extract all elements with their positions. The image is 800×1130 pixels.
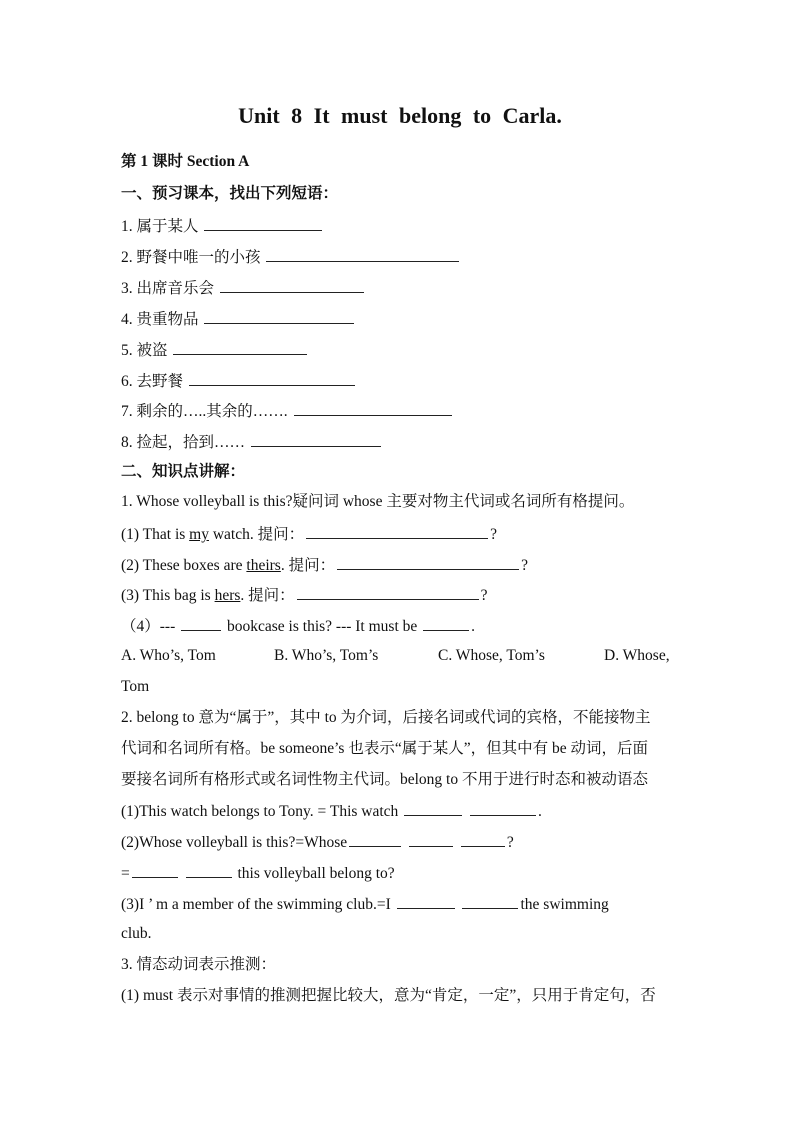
option-d-continued: Tom [121, 678, 150, 695]
knowledge-point-1: 1. Whose volleyball is this?疑问词 whose 主要对物主代词或名词所有格提问。 [121, 493, 635, 510]
answer-blank[interactable] [132, 862, 178, 878]
answer-blank[interactable] [251, 431, 381, 447]
question-text: . 提问： [240, 587, 295, 604]
answer-blank[interactable] [409, 831, 453, 847]
phrase-item [121, 277, 681, 299]
question-text: (2) These boxes are [121, 557, 247, 574]
answer-blank[interactable] [181, 615, 221, 631]
underlined-word: my [189, 526, 209, 543]
part2-heading: 二、知识点讲解： [121, 463, 246, 480]
knowledge-point-2-line3: 要接名词所有格形式或名词性物主代词。belong to 不用于进行时态和被动语态 [121, 771, 648, 788]
phrase-label: 1. 属于某人 [121, 218, 199, 235]
option-d[interactable]: D. Whose, [604, 647, 670, 664]
question-mark: ? [506, 834, 514, 851]
phrase-item [121, 339, 681, 361]
page-title: Unit 8 It must belong to Carla. [238, 103, 562, 128]
knowledge-point-2-line2: 代词和名词所有格。be someone’s 也表示“属于某人”，但其中有 be 动词，后面 [121, 740, 648, 757]
question-text: (1) That is [121, 526, 190, 543]
question-text: bookcase is this? --- It must be [227, 618, 418, 635]
exercise-text: this volleyball belong to? [237, 865, 395, 882]
answer-blank[interactable] [397, 893, 455, 909]
answer-blank[interactable] [337, 554, 519, 570]
answer-blank[interactable] [204, 308, 354, 324]
question-line [121, 584, 681, 606]
answer-blank[interactable] [306, 523, 488, 539]
question-line [121, 523, 681, 545]
question-text: . 提问： [280, 557, 336, 574]
phrase-label: 8. 捡起，拾到…… [121, 434, 246, 451]
answer-blank[interactable] [173, 339, 307, 355]
phrase-item [121, 400, 681, 422]
knowledge-point-3: 3. 情态动词表示推测： [121, 956, 277, 973]
option-b[interactable]: B. Who’s, Tom’s [274, 647, 379, 664]
phrase-label: 4. 贵重物品 [121, 311, 199, 328]
exercise-text: = [121, 865, 130, 882]
question-text: （4）--- [121, 618, 176, 635]
phrase-item [121, 246, 681, 268]
option-a[interactable]: A. Who’s, Tom [121, 647, 216, 664]
phrase-item [121, 308, 681, 330]
phrase-item [121, 431, 681, 453]
lesson-label: 第 1 课时 Section A [121, 153, 250, 170]
exercise-text: (3)I ’ m a member of the swimming club.=I [121, 896, 391, 913]
phrase-item [121, 370, 681, 392]
answer-blank[interactable] [186, 862, 232, 878]
part1-heading: 一、预习课本，找出下列短语： [121, 185, 339, 202]
answer-blank[interactable] [204, 215, 322, 231]
knowledge-point-2-line1: 2. belong to 意为“属于”，其中 to 为介词，后接名词或代词的宾格，不能接物主 [121, 709, 651, 726]
answer-blank[interactable] [294, 400, 452, 416]
answer-blank[interactable] [404, 800, 462, 816]
exercise-text: (1)This watch belongs to Tony. = This watch [121, 803, 399, 820]
exercise-text: the swimming [520, 896, 609, 913]
answer-blank[interactable] [220, 277, 364, 293]
exercise-line [121, 800, 681, 822]
option-c[interactable]: C. Whose, Tom’s [438, 647, 545, 664]
period: . [471, 618, 476, 635]
answer-blank[interactable] [189, 370, 355, 386]
answer-blank[interactable] [461, 831, 505, 847]
knowledge-point-3-line1: (1) must 表示对事情的推测把握比较大，意为“肯定，一定”，只用于肯定句，否 [121, 987, 656, 1004]
question-line [121, 615, 681, 637]
answer-blank[interactable] [470, 800, 536, 816]
underlined-word: hers [214, 587, 241, 604]
phrase-label: 6. 去野餐 [121, 373, 184, 390]
question-text: watch. 提问： [208, 526, 305, 543]
phrase-label: 7. 剩余的…..其余的……. [121, 403, 288, 420]
options-row [121, 646, 681, 666]
answer-blank[interactable] [462, 893, 518, 909]
answer-blank[interactable] [349, 831, 401, 847]
question-mark: ? [521, 557, 528, 574]
answer-blank[interactable] [266, 246, 459, 262]
question-line [121, 554, 681, 576]
exercise-text: (2)Whose volleyball is this?=Whose [121, 834, 348, 851]
phrase-label: 5. 被盗 [121, 342, 168, 359]
exercise-line [121, 893, 681, 915]
phrase-item [121, 215, 681, 237]
question-mark: ? [490, 526, 498, 543]
phrase-label: 3. 出席音乐会 [121, 280, 215, 297]
question-text: (3) This bag is [121, 587, 215, 604]
answer-blank[interactable] [297, 584, 479, 600]
exercise-line [121, 831, 681, 853]
underlined-word: theirs [246, 557, 281, 574]
period: . [538, 803, 542, 820]
answer-blank[interactable] [423, 615, 469, 631]
exercise-line [121, 862, 681, 884]
phrase-label: 2. 野餐中唯一的小孩 [121, 249, 261, 266]
question-mark: ? [480, 587, 488, 604]
exercise-line-continued: club. [121, 925, 152, 942]
